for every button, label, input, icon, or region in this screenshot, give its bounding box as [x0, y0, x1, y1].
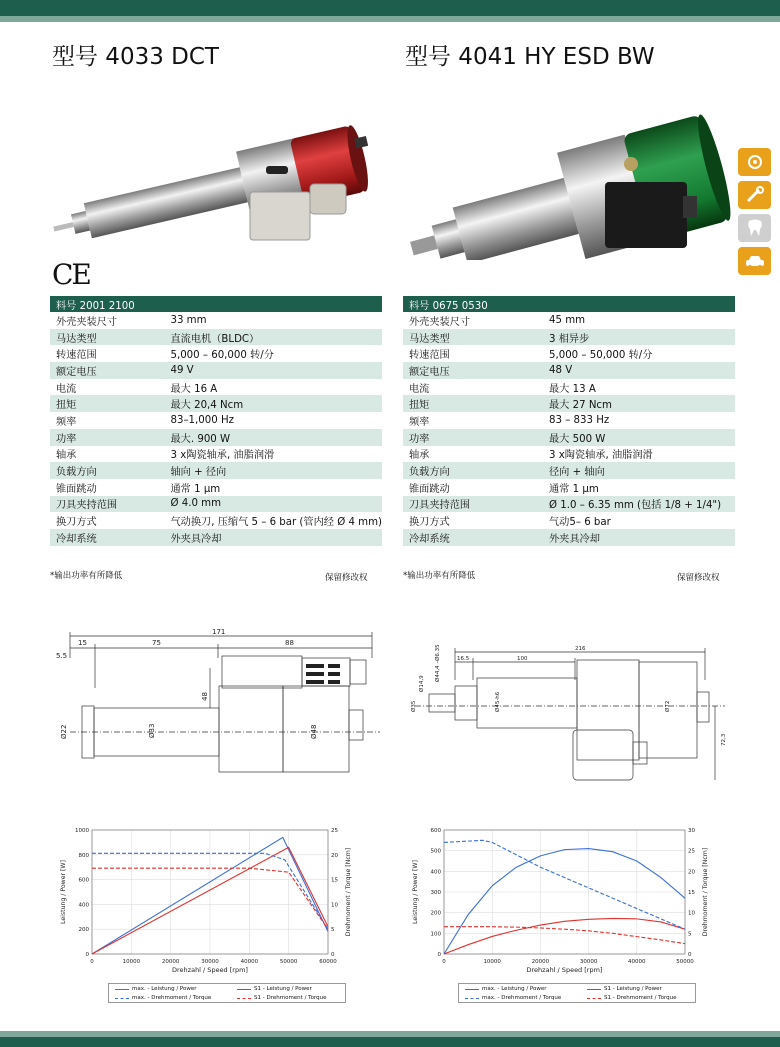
y-tick-label: 200 [430, 910, 441, 917]
spec-row [403, 496, 735, 513]
right-dim-dia35: Ø35 [411, 700, 417, 712]
right-spec-table [403, 296, 735, 562]
y2-tick-label: 5 [331, 927, 335, 934]
x-tick-label: 40000 [240, 959, 259, 965]
spec-row [50, 529, 382, 546]
spec-value: 最大. 900 W [164, 429, 382, 446]
bottom-band [0, 1037, 780, 1047]
spec-row [403, 379, 735, 396]
legend-swatch [587, 998, 601, 999]
left-dim-total: 171 [212, 628, 226, 636]
legend-label: max. - Leistung / Power [132, 986, 197, 992]
right-dim-dia14: Ø14,9 [419, 675, 425, 692]
spec-label: 锥面跳动 [56, 483, 97, 495]
gear-icon [738, 148, 771, 176]
spec-value: 45 mm [549, 314, 586, 326]
spec-label: 外壳夹装尺寸 [56, 316, 118, 328]
legend-label: S1 - Leistung / Power [604, 986, 662, 992]
legend-label: max. - Drehmoment / Torque [482, 995, 562, 1001]
y2-tick-label: 20 [331, 852, 338, 859]
y-tick-label: 400 [78, 902, 89, 909]
legend-item [115, 986, 197, 992]
spec-row [50, 479, 382, 496]
legend-label: max. - Drehmoment / Torque [132, 995, 212, 1001]
legend-item [237, 986, 312, 992]
left-performance-chart [56, 822, 356, 982]
spec-value: Ø 4.0 mm [164, 496, 382, 513]
y-tick-label: 400 [430, 869, 441, 876]
spec-value: 33 mm [170, 314, 207, 326]
right-dim-dia-collet: Ø44,4 –Ø6.35 [435, 644, 441, 682]
spec-label: 扭矩 [403, 395, 543, 412]
side-icon-column [738, 148, 771, 280]
spec-row [403, 479, 735, 496]
right-dim-d1: 16.5 [457, 656, 470, 662]
top-band [0, 0, 780, 16]
spec-value: 通常 1 µm [549, 483, 599, 495]
spec-row [403, 462, 735, 479]
spec-value: 最大 13 A [549, 383, 596, 395]
spec-value: 最大 20,4 Ncm [164, 395, 382, 412]
legend-swatch [465, 998, 479, 999]
spec-row [403, 529, 735, 546]
spec-row [403, 329, 735, 346]
right-dim-height: 72,3 [721, 733, 727, 746]
spec-blank-cell [543, 546, 735, 562]
x-tick-label: 30000 [201, 959, 219, 965]
wrench-icon [738, 181, 771, 209]
spec-row [403, 412, 735, 429]
left-dim-d2: 75 [152, 639, 161, 647]
right-dim-dia72: Ø72 [665, 700, 671, 712]
spec-label: 锥面跳动 [409, 483, 450, 495]
right-dim-total: 216 [575, 646, 586, 652]
spec-label: 刀具夹持范围 [403, 496, 543, 513]
spec-value: 83 – 833 Hz [549, 414, 610, 426]
y-axis-label: Leistung / Power [W] [60, 860, 67, 924]
spec-row [50, 345, 382, 362]
spec-value: 外夹具冷却 [164, 529, 382, 546]
series-line [444, 918, 685, 954]
spec-value: 最大 500 W [543, 429, 735, 446]
spec-row [50, 462, 382, 479]
x-tick-label: 60000 [319, 959, 337, 965]
spec-value: 3 x陶瓷轴承, 油脂润滑 [549, 450, 653, 462]
x-tick-label: 10000 [122, 959, 141, 965]
spec-value: 83–1,000 Hz [170, 414, 234, 426]
right-dim-d2: 100 [517, 656, 528, 662]
left-power-note: *输出功率有所降低 [50, 571, 123, 581]
spec-value: 48 V [543, 362, 735, 379]
spec-label: 冷却系统 [403, 529, 543, 546]
spec-label: 冷却系统 [50, 529, 164, 546]
y-tick-label: 200 [78, 927, 89, 934]
spec-row [50, 429, 382, 446]
x-tick-label: 0 [90, 959, 94, 965]
y-tick-label: 300 [430, 890, 441, 896]
spec-label: 换刀方式 [409, 517, 450, 529]
spec-label: 马达类型 [403, 329, 543, 346]
spec-row [50, 496, 382, 513]
spec-label: 换刀方式 [56, 517, 97, 529]
y-tick-label: 600 [430, 828, 441, 834]
spec-value: 外夹具冷却 [543, 529, 735, 546]
legend-swatch [115, 998, 129, 999]
y2-tick-label: 25 [331, 828, 338, 834]
left-dim-dia33: Ø33 [148, 723, 156, 738]
spec-row [50, 395, 382, 412]
y2-tick-label: 10 [688, 910, 695, 917]
spec-value: 3 x陶瓷轴承, 油脂润滑 [170, 450, 275, 462]
right-chart-legend [458, 983, 696, 1003]
spec-value: 直流电机（BLDC） [164, 329, 382, 346]
spec-label: 轴承 [56, 450, 77, 462]
right-power-note: *输出功率有所降低 [403, 571, 476, 581]
spec-label: 马达类型 [50, 329, 164, 346]
spec-value: 气动5– 6 bar [549, 517, 611, 529]
left-spec-table [50, 296, 382, 562]
spec-value: 49 V [164, 362, 382, 379]
spec-label: 负载方向 [403, 462, 543, 479]
spec-label: 刀具夹持范围 [50, 496, 164, 513]
y-axis-label: Leistung / Power [W] [412, 860, 419, 924]
ce-mark: CE [52, 258, 90, 291]
series-line [444, 840, 685, 929]
spec-value: 通常 1 µm [170, 483, 221, 495]
spec-row [403, 429, 735, 446]
spec-row [50, 379, 382, 396]
right-model-title: 型号 4041 HY ESD BW [405, 44, 655, 70]
spec-row [50, 412, 382, 429]
legend-swatch [587, 989, 601, 990]
spec-label: 轴承 [409, 450, 430, 462]
right-part-number: 料号 0675 0530 [403, 296, 735, 312]
x-tick-label: 40000 [628, 959, 646, 965]
spec-blank-cell [403, 546, 543, 562]
spec-label: 频率 [56, 416, 77, 428]
y-tick-label: 500 [430, 848, 441, 855]
y2-tick-label: 5 [688, 931, 692, 938]
legend-label: max. - Leistung / Power [482, 986, 547, 992]
x-tick-label: 20000 [531, 959, 550, 965]
spec-label: 扭矩 [50, 395, 164, 412]
y-tick-label: 1000 [75, 828, 89, 834]
spec-row [50, 312, 382, 329]
x-axis-label: Drehzahl / Speed [rpm] [172, 966, 248, 974]
x-tick-label: 30000 [579, 959, 598, 965]
right-performance-chart [408, 822, 713, 982]
legend-label: S1 - Drehmoment / Torque [604, 995, 677, 1001]
spec-row [403, 312, 735, 329]
y-tick-label: 800 [78, 852, 89, 859]
x-tick-label: 20000 [161, 959, 180, 965]
left-dim-d1: 15 [78, 639, 87, 647]
spec-label: 电流 [56, 383, 77, 395]
y-tick-label: 100 [430, 931, 441, 938]
left-spindle-photo [40, 92, 385, 252]
legend-item [465, 995, 561, 1001]
spec-value: 径向 + 轴向 [543, 462, 735, 479]
spec-row [50, 446, 382, 463]
right-spindle-photo [393, 90, 738, 260]
legend-swatch [237, 998, 251, 999]
x-tick-label: 50000 [676, 959, 694, 965]
spec-value: 5,000 – 60,000 转/分 [170, 350, 274, 362]
spec-row [403, 345, 735, 362]
legend-item [587, 995, 677, 1001]
legend-label: S1 - Leistung / Power [254, 986, 312, 992]
spec-label: 电流 [409, 383, 430, 395]
spec-row [50, 329, 382, 346]
spec-row [403, 395, 735, 412]
spec-value: 轴向 + 径向 [164, 462, 382, 479]
y-tick-label: 600 [78, 877, 89, 884]
legend-swatch [237, 989, 251, 990]
left-model-title: 型号 4033 DCT [52, 44, 219, 70]
x-tick-label: 0 [442, 959, 446, 965]
x-axis-label: Drehzahl / Speed [rpm] [526, 966, 603, 974]
x-tick-label: 50000 [279, 959, 298, 965]
spec-row [403, 446, 735, 463]
spec-label: 外壳夹装尺寸 [409, 316, 471, 328]
left-dim-dia48: Ø48 [310, 724, 318, 739]
spec-row [403, 512, 735, 529]
y2-tick-label: 25 [688, 848, 695, 855]
spec-label: 转速范围 [409, 350, 450, 362]
legend-item [237, 995, 327, 1001]
spec-label: 负载方向 [50, 462, 164, 479]
spec-blank-cell [50, 546, 164, 562]
y2-tick-label: 30 [688, 828, 695, 834]
y2-tick-label: 0 [688, 952, 692, 958]
left-rights-note: 保留修改权 [325, 573, 368, 583]
y2-tick-label: 10 [331, 902, 338, 909]
right-technical-drawing [405, 640, 740, 790]
y-tick-label: 0 [85, 952, 89, 958]
spec-row [50, 512, 382, 529]
spec-label: 额定电压 [50, 362, 164, 379]
spec-label: 频率 [409, 416, 430, 428]
top-band-light [0, 16, 780, 22]
left-dim-offset: 5.5 [56, 652, 68, 660]
spec-value: 最大 27 Ncm [543, 395, 735, 412]
x-tick-label: 10000 [483, 959, 501, 965]
spec-label: 功率 [50, 429, 164, 446]
spec-row-blank [403, 546, 735, 562]
y2-tick-label: 0 [331, 952, 335, 958]
spec-label: 功率 [403, 429, 543, 446]
y2-axis-label: Drehmoment / Torque [Ncm] [702, 847, 709, 937]
y2-tick-label: 15 [688, 890, 695, 896]
legend-swatch [115, 989, 129, 990]
left-chart-legend [108, 983, 346, 1003]
y2-tick-label: 20 [688, 869, 695, 876]
legend-swatch [465, 989, 479, 990]
right-rights-note: 保留修改权 [677, 573, 720, 583]
spec-row [403, 362, 735, 379]
left-dim-dia22: Ø22 [60, 724, 68, 739]
spec-label: 转速范围 [56, 350, 97, 362]
legend-item [587, 986, 662, 992]
left-dim-height: 48 [201, 692, 209, 701]
spec-value: Ø 1.0 – 6.35 mm (包括 1/8 + 1/4") [543, 496, 735, 513]
y2-axis-label: Drehmoment / Torque [Ncm] [345, 847, 352, 937]
left-part-number: 料号 2001 2100 [50, 296, 382, 312]
y2-tick-label: 15 [331, 877, 338, 884]
spec-row-blank [50, 546, 382, 562]
right-dim-dia45: Ø45-h6 [495, 691, 501, 712]
legend-item [465, 986, 547, 992]
spec-value: 最大 16 A [170, 383, 218, 395]
spec-value: 气动换刀, 压缩气 5 – 6 bar (管内经 Ø 4 mm) [170, 517, 382, 529]
legend-item [115, 995, 211, 1001]
spec-blank-cell [164, 546, 382, 562]
spec-row [50, 362, 382, 379]
tooth-icon [738, 214, 771, 242]
car-icon [738, 247, 771, 275]
legend-label: S1 - Drehmoment / Torque [254, 995, 327, 1001]
left-dim-d3: 88 [285, 639, 294, 647]
y-tick-label: 0 [437, 952, 441, 958]
left-technical-drawing [50, 628, 390, 778]
spec-value: 5,000 – 50,000 转/分 [549, 350, 653, 362]
spec-label: 额定电压 [403, 362, 543, 379]
spec-value: 3 相异步 [543, 329, 735, 346]
